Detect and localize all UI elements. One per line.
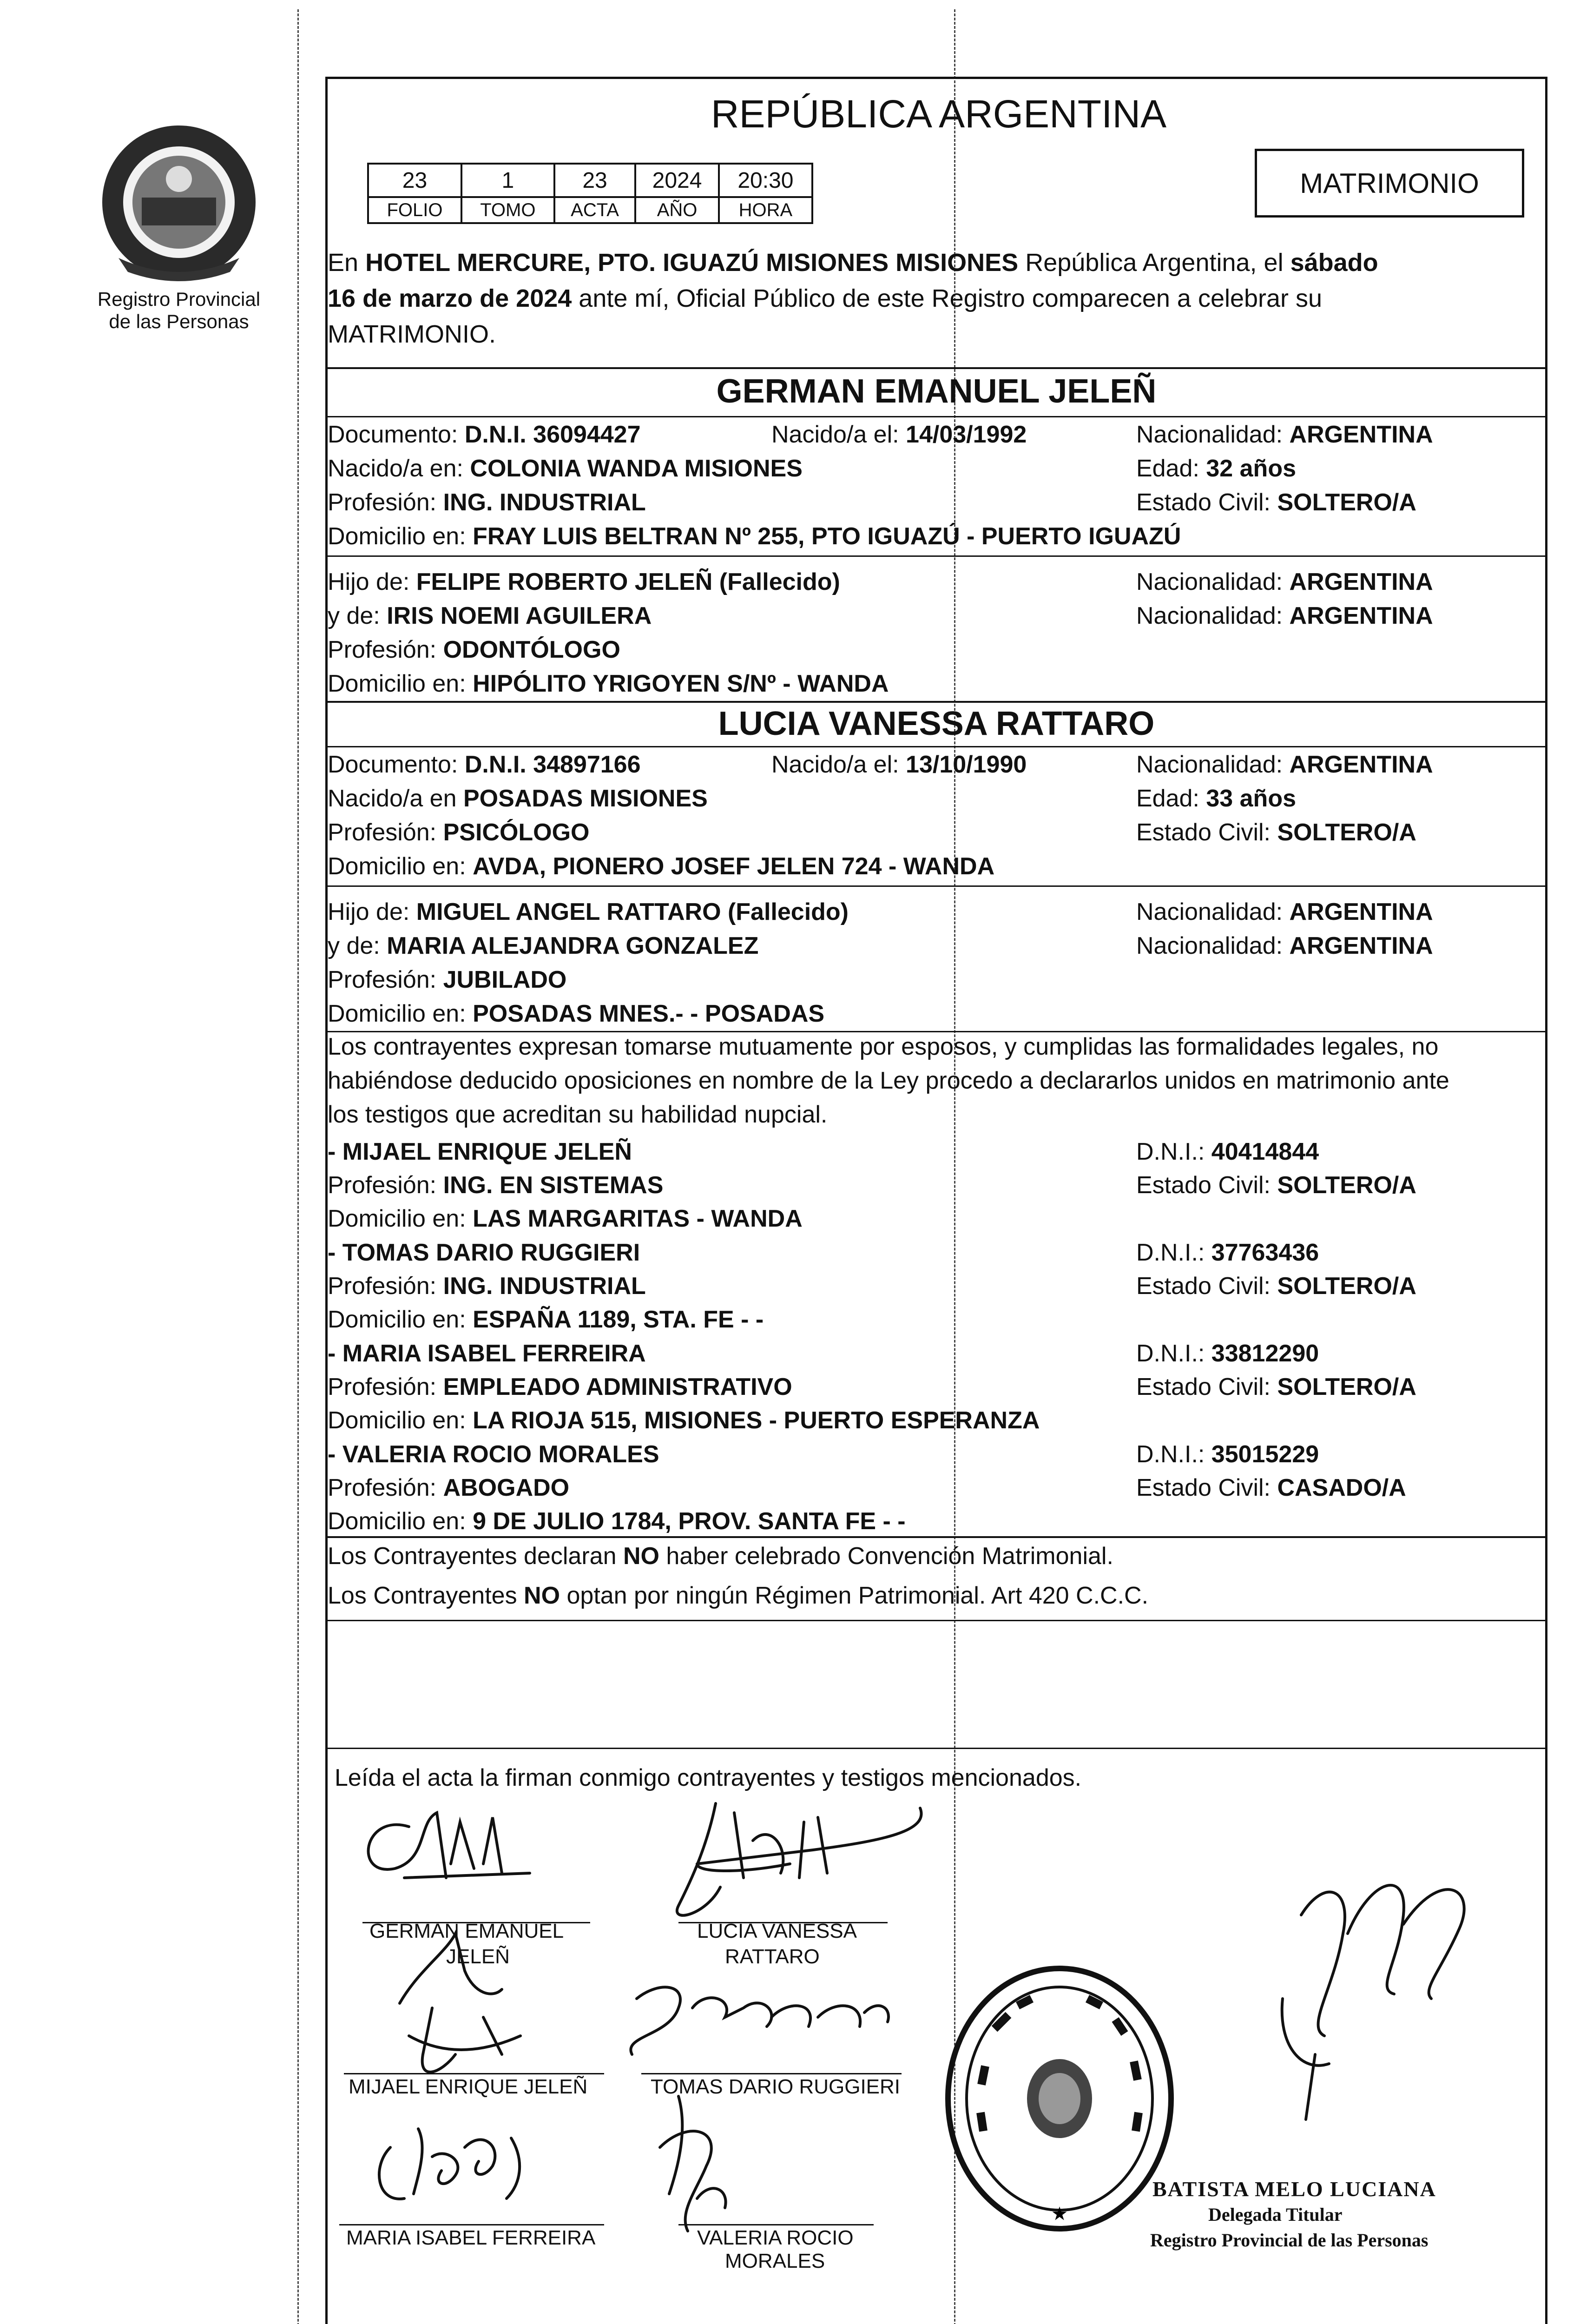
- convention-text: Los Contrayentes declaran: [328, 1543, 623, 1570]
- witness-name: [328, 1138, 632, 1166]
- field-label: Profesión:: [328, 489, 443, 516]
- intro-line-2: [328, 284, 1322, 312]
- field-label: Profesión:: [328, 1474, 443, 1501]
- field-value: ODONTÓLOGO: [443, 636, 620, 663]
- tomo-label: TOMO: [461, 197, 554, 223]
- hora-value: 20:30: [719, 164, 812, 197]
- registry-subname: de las Personas: [109, 310, 249, 332]
- spouse1-profession: [328, 489, 646, 516]
- field-label: Documento:: [328, 751, 465, 778]
- divider: [325, 1536, 1547, 1538]
- signatures-intro: Leída el acta la firman conmigo contrayentes y testigos mencionados.: [335, 1764, 1082, 1791]
- field-value: 35015229: [1211, 1441, 1319, 1468]
- ceremony-place: HOTEL MERCURE, PTO. IGUAZÚ MISIONES MISIONES: [365, 249, 1019, 277]
- witness-profession: [328, 1474, 569, 1502]
- convention-negation: NO: [623, 1543, 659, 1570]
- field-value: ARGENTINA: [1289, 602, 1433, 629]
- convention-negation: NO: [524, 1582, 560, 1609]
- field-value: 40414844: [1211, 1138, 1319, 1165]
- field-label: Nacionalidad:: [1136, 898, 1290, 925]
- field-label: Edad:: [1136, 455, 1206, 482]
- field-label: Hijo de:: [328, 568, 416, 595]
- spouse2-parents-address: [328, 1000, 824, 1028]
- spouse2-birthdate: [771, 751, 1027, 779]
- spouse1-mother-nationality: [1136, 602, 1433, 630]
- witness-dni: [1136, 1239, 1319, 1267]
- field-value: ARGENTINA: [1289, 751, 1433, 778]
- field-value: PSICÓLOGO: [443, 819, 590, 846]
- witness-civil-status: [1136, 1272, 1416, 1300]
- field-value: SOLTERO/A: [1277, 819, 1416, 846]
- spouse2-document: [328, 751, 641, 779]
- witness-profession: [328, 1272, 646, 1300]
- field-label: Domicilio en:: [328, 1508, 473, 1535]
- spouse1-parents-address: [328, 670, 889, 698]
- anio-label: AÑO: [635, 197, 719, 223]
- field-label: Estado Civil:: [1136, 819, 1277, 846]
- field-label: Estado Civil:: [1136, 1373, 1277, 1400]
- field-value: SOLTERO/A: [1277, 1172, 1416, 1199]
- field-value: D.N.I. 34897166: [464, 751, 641, 778]
- witness-dni: [1136, 1440, 1319, 1468]
- field-value: POSADAS MISIONES: [463, 785, 708, 812]
- divider: [325, 416, 1547, 417]
- witness-profession: [328, 1171, 663, 1199]
- witness-name: [328, 1440, 659, 1468]
- field-value: ING. INDUSTRIAL: [443, 1273, 646, 1300]
- field-value: 14/03/1992: [906, 421, 1027, 448]
- field-value: MIGUEL ANGEL RATTARO (Fallecido): [416, 898, 849, 925]
- field-label: D.N.I.:: [1136, 1441, 1211, 1468]
- intro-line-3: MATRIMONIO.: [328, 320, 496, 348]
- date-table: [367, 163, 813, 224]
- field-label: Estado Civil:: [1136, 1273, 1277, 1300]
- spouse2-signature-surname: RATTARO: [725, 1945, 820, 1968]
- spouse2-nationality: [1136, 751, 1433, 779]
- field-value: SOLTERO/A: [1277, 1373, 1416, 1400]
- witness-address: [328, 1306, 764, 1334]
- declaration-line-1: Los contrayentes expresan tomarse mutuamente por esposos, y cumplidas las formalidades legales, no: [328, 1033, 1439, 1060]
- field-value: - TOMAS DARIO RUGGIERI: [328, 1239, 640, 1266]
- official-office: Registro Provincial de las Personas: [1150, 2230, 1429, 2251]
- field-value: ARGENTINA: [1289, 568, 1433, 595]
- registry-logo: [91, 119, 267, 286]
- field-value: JUBILADO: [443, 966, 567, 993]
- field-value: D.N.I. 36094427: [464, 421, 641, 448]
- acta-value: 23: [554, 164, 636, 197]
- divider: [325, 701, 1547, 703]
- spouse1-signature-surname: JELEÑ: [446, 1945, 510, 1968]
- field-value: ARGENTINA: [1289, 898, 1433, 925]
- witness-address: [328, 1205, 803, 1233]
- field-label: y de:: [328, 932, 387, 959]
- field-value: 13/10/1990: [906, 751, 1027, 778]
- field-value: SOLTERO/A: [1277, 1273, 1416, 1300]
- field-label: Profesión:: [328, 1273, 443, 1300]
- spouse1-civil-status: [1136, 489, 1416, 516]
- field-value: EMPLEADO ADMINISTRATIVO: [443, 1373, 792, 1400]
- signature-line: [339, 2224, 604, 2225]
- left-margin-line: [297, 9, 300, 2324]
- field-value: SOLTERO/A: [1277, 489, 1416, 516]
- field-label: Nacido/a el:: [771, 751, 906, 778]
- signature-line: [678, 2224, 874, 2225]
- svg-text:★: ★: [1052, 2204, 1067, 2223]
- witness-civil-status: [1136, 1171, 1416, 1199]
- field-label: Estado Civil:: [1136, 489, 1277, 516]
- field-value: HIPÓLITO YRIGOYEN S/Nº - WANDA: [473, 670, 889, 697]
- field-label: D.N.I.:: [1136, 1239, 1211, 1266]
- intro-prefix: En: [328, 249, 366, 277]
- witness4-signature-surname: MORALES: [725, 2250, 825, 2272]
- field-value: MARIA ALEJANDRA GONZALEZ: [387, 932, 759, 959]
- witness-address: [328, 1406, 1040, 1434]
- convention-text: Los Contrayentes: [328, 1582, 524, 1609]
- acta-label: ACTA: [554, 197, 636, 223]
- field-value: 33812290: [1211, 1340, 1319, 1367]
- divider: [325, 885, 1547, 887]
- field-label: Domicilio en:: [328, 853, 473, 880]
- declaration-line-2: habiéndose deducido oposiciones en nombre de la Ley procedo a declararlos unidos en matrimonio ante: [328, 1067, 1449, 1094]
- spouse2-birthplace: [328, 785, 708, 812]
- field-value: ABOGADO: [443, 1474, 570, 1501]
- field-label: Profesión:: [328, 966, 443, 993]
- convention-line-1: [328, 1542, 1113, 1570]
- witness-profession: [328, 1373, 792, 1401]
- witness-dni: [1136, 1340, 1319, 1367]
- field-value: CASADO/A: [1277, 1474, 1406, 1501]
- field-value: - VALERIA ROCIO MORALES: [328, 1441, 659, 1468]
- field-value: ARGENTINA: [1289, 421, 1433, 448]
- convention-text: optan por ningún Régimen Patrimonial. Art 420 C.C.C.: [560, 1582, 1149, 1609]
- intro-text: ante mí, Oficial Público de este Registro comparecen a celebrar su: [572, 284, 1323, 312]
- field-value: 33 años: [1206, 785, 1296, 812]
- field-label: D.N.I.:: [1136, 1138, 1211, 1165]
- field-value: - MIJAEL ENRIQUE JELEÑ: [328, 1138, 632, 1165]
- spouse1-birthplace: [328, 455, 803, 482]
- official-role: Delegada Titular: [1208, 2204, 1343, 2225]
- field-value: ARGENTINA: [1289, 932, 1433, 959]
- witness2-signature-name: TOMAS DARIO RUGGIERI: [651, 2075, 901, 2098]
- witness-name: [328, 1239, 640, 1267]
- spouse2-signature-name: LUCIA VANESSA: [697, 1920, 857, 1942]
- field-label: Estado Civil:: [1136, 1474, 1277, 1501]
- spouse1-birthdate: [771, 421, 1027, 449]
- spouse2-parents-profession: [328, 966, 566, 994]
- field-label: Domicilio en:: [328, 523, 473, 550]
- spouse1-parents-profession: [328, 636, 620, 664]
- document-type-box: MATRIMONIO: [1255, 149, 1524, 218]
- witness-name: [328, 1340, 646, 1367]
- field-label: Nacido/a en: [328, 785, 463, 812]
- spouse2-father: [328, 898, 849, 926]
- divider: [325, 746, 1547, 747]
- registry-name: Registro Provincial: [97, 288, 261, 310]
- divider: [325, 1748, 1547, 1749]
- spouse2-father-nationality: [1136, 898, 1433, 926]
- field-label: Nacionalidad:: [1136, 568, 1290, 595]
- ceremony-weekday: sábado: [1290, 249, 1378, 277]
- witness1-signature-name: MIJAEL ENRIQUE JELEÑ: [349, 2075, 588, 2098]
- field-label: Nacionalidad:: [1136, 421, 1290, 448]
- folio-label: FOLIO: [368, 197, 461, 223]
- field-label: Profesión:: [328, 819, 443, 846]
- intro-line-1: [328, 249, 1378, 277]
- field-value: LA RIOJA 515, MISIONES - PUERTO ESPERANZA: [473, 1407, 1040, 1434]
- hora-label: HORA: [719, 197, 812, 223]
- witness3-signature-name: MARIA ISABEL FERREIRA: [346, 2226, 596, 2249]
- field-value: AVDA, PIONERO JOSEF JELEN 724 - WANDA: [473, 853, 995, 880]
- field-value: ESPAÑA 1189, STA. FE - -: [473, 1306, 764, 1333]
- field-value: POSADAS MNES.- - POSADAS: [473, 1000, 825, 1027]
- field-label: Profesión:: [328, 1172, 443, 1199]
- spouse2-age: [1136, 785, 1296, 812]
- spouse1-age: [1136, 455, 1296, 482]
- page-title: REPÚBLICA ARGENTINA: [711, 92, 1167, 136]
- field-label: Nacionalidad:: [1136, 751, 1290, 778]
- field-value: LAS MARGARITAS - WANDA: [473, 1205, 803, 1232]
- field-label: Domicilio en:: [328, 1000, 473, 1027]
- divider: [325, 1620, 1547, 1621]
- witness-dni: [1136, 1138, 1319, 1166]
- field-label: D.N.I.:: [1136, 1340, 1211, 1367]
- spouse1-father: [328, 568, 840, 596]
- field-label: y de:: [328, 602, 387, 629]
- spouse1-mother: [328, 602, 652, 630]
- spouse1-nationality: [1136, 421, 1433, 449]
- spouse1-father-nationality: [1136, 568, 1433, 596]
- field-value: IRIS NOEMI AGUILERA: [387, 602, 652, 629]
- official-name: BATISTA MELO LUCIANA: [1152, 2177, 1436, 2201]
- witness-civil-status: [1136, 1474, 1406, 1502]
- field-label: Profesión:: [328, 636, 443, 663]
- field-value: 9 DE JULIO 1784, PROV. SANTA FE - -: [473, 1508, 906, 1535]
- anio-value: 2024: [635, 164, 719, 197]
- declaration-line-3: los testigos que acreditan su habilidad nupcial.: [328, 1101, 828, 1128]
- signature-line: [641, 2073, 902, 2074]
- field-value: ING. EN SISTEMAS: [443, 1172, 664, 1199]
- official-round-stamp-icon: [939, 1959, 1180, 2238]
- spouse2-address: [328, 852, 994, 880]
- field-label: Domicilio en:: [328, 1407, 473, 1434]
- convention-line-2: [328, 1582, 1148, 1610]
- tomo-value: 1: [461, 164, 554, 197]
- field-label: Nacionalidad:: [1136, 932, 1290, 959]
- field-label: Hijo de:: [328, 898, 416, 925]
- folio-value: 23: [368, 164, 461, 197]
- spouse1-signature-name: GERMAN EMANUEL: [369, 1920, 564, 1942]
- intro-country: República Argentina, el: [1018, 249, 1290, 277]
- field-value: 32 años: [1206, 455, 1296, 482]
- witness-civil-status: [1136, 1373, 1416, 1401]
- field-value: FRAY LUIS BELTRAN Nº 255, PTO IGUAZÚ - PUERTO IGUAZÚ: [473, 523, 1181, 550]
- field-label: Nacido/a en:: [328, 455, 470, 482]
- signature-line: [344, 2073, 604, 2074]
- ceremony-date: 16 de marzo de 2024: [328, 284, 572, 312]
- field-label: Estado Civil:: [1136, 1172, 1277, 1199]
- spouse2-mother-nationality: [1136, 932, 1433, 960]
- field-label: Edad:: [1136, 785, 1206, 812]
- field-label: Domicilio en:: [328, 1205, 473, 1232]
- divider: [325, 367, 1547, 369]
- spouse1-document: [328, 421, 641, 449]
- province-seal-icon: [91, 119, 267, 286]
- divider: [325, 1031, 1547, 1032]
- field-label: Domicilio en:: [328, 670, 473, 697]
- field-value: FELIPE ROBERTO JELEÑ (Fallecido): [416, 568, 840, 595]
- spouse1-address: [328, 522, 1181, 550]
- field-label: Domicilio en:: [328, 1306, 473, 1333]
- spouse2-profession: [328, 819, 590, 846]
- witness4-signature-name: VALERIA ROCIO: [697, 2226, 854, 2249]
- field-value: - MARIA ISABEL FERREIRA: [328, 1340, 646, 1367]
- field-label: Nacionalidad:: [1136, 602, 1290, 629]
- spouse2-name: LUCIA VANESSA RATTARO: [718, 705, 1155, 742]
- spouse2-mother: [328, 932, 758, 960]
- witness-address: [328, 1507, 906, 1535]
- field-value: 37763436: [1211, 1239, 1319, 1266]
- field-label: Documento:: [328, 421, 465, 448]
- field-label: Nacido/a el:: [771, 421, 906, 448]
- field-value: COLONIA WANDA MISIONES: [470, 455, 803, 482]
- convention-text: haber celebrado Convención Matrimonial.: [659, 1543, 1113, 1570]
- spouse1-name: GERMAN EMANUEL JELEÑ: [716, 373, 1157, 410]
- field-label: Profesión:: [328, 1373, 443, 1400]
- field-value: ING. INDUSTRIAL: [443, 489, 646, 516]
- spouse2-civil-status: [1136, 819, 1416, 846]
- divider: [325, 555, 1547, 557]
